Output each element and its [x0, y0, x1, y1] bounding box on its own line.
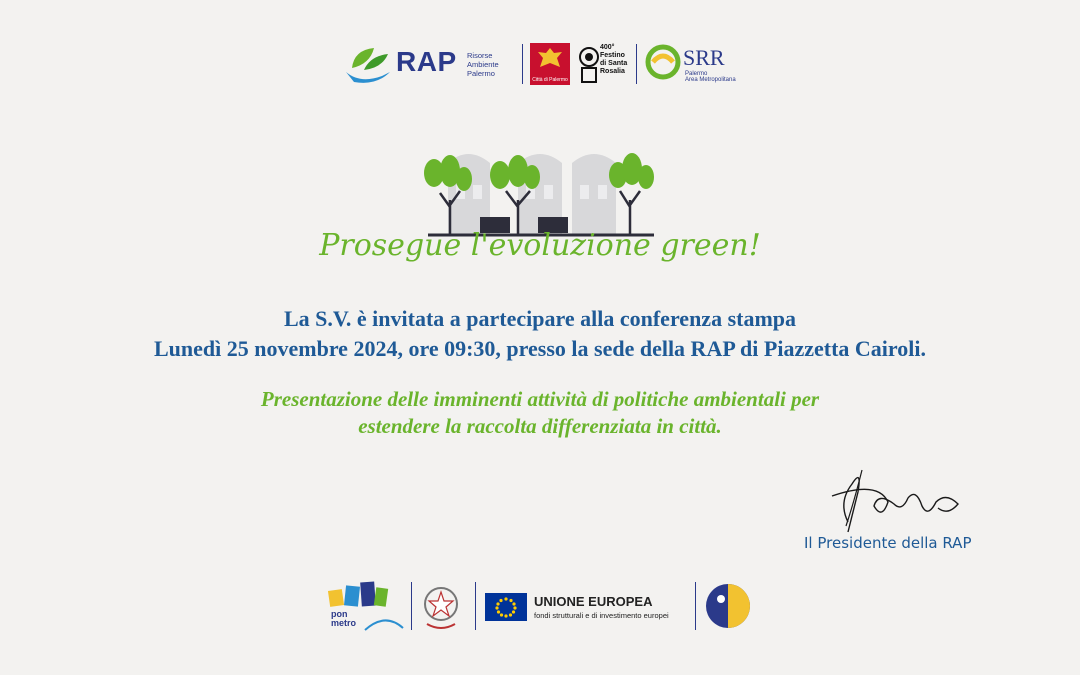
divider	[475, 582, 476, 630]
eu-subtitle: fondi strutturali e di investimento europei	[534, 611, 669, 620]
eagle-icon	[530, 43, 570, 77]
srr-swirl-icon	[645, 42, 681, 82]
santa-rosalia-icon	[578, 42, 600, 86]
footer-logos	[325, 578, 755, 638]
signature-caption: Il Presidente della RAP	[804, 534, 972, 552]
handwritten-signature	[818, 462, 978, 534]
invitation-line-2: Lunedì 25 novembre 2024, ore 09:30, presso la sede della RAP di Piazzetta Cairoli.	[154, 336, 926, 361]
festino-logo: 400° Festino di Santa Rosalia	[578, 42, 628, 86]
divider	[695, 582, 696, 630]
italian-republic-emblem-icon	[419, 582, 463, 632]
pon-metro-logo: pon metro	[325, 578, 405, 634]
tagline: Prosegue l'evoluzione green!	[319, 228, 761, 263]
rap-wordmark: RAP	[396, 46, 457, 77]
eu-title: UNIONE EUROPEA	[534, 594, 653, 609]
srr-logo: SRR Palermo Area Metropolitana	[645, 42, 745, 86]
divider	[522, 44, 523, 84]
presentation-line-2: estendere la raccolta differenziata in città.	[358, 414, 722, 438]
divider	[411, 582, 412, 630]
eu-flag-icon	[485, 593, 527, 621]
divider	[636, 44, 637, 84]
rap-logo	[340, 42, 518, 88]
presentation-line-1: Presentazione delle imminenti attività di politiche ambientali per	[260, 387, 820, 411]
invitation-line-1: La S.V. è invitata a partecipare alla conferenza stampa	[283, 306, 797, 331]
rap-subtitle: Risorse Ambiente Palermo	[467, 51, 499, 78]
header-logos	[340, 40, 740, 90]
next-generation-eu-badge-icon	[705, 583, 751, 629]
palermo-coat-of-arms: Città di Palermo	[530, 43, 570, 85]
leaf-hand-icon	[340, 42, 396, 88]
